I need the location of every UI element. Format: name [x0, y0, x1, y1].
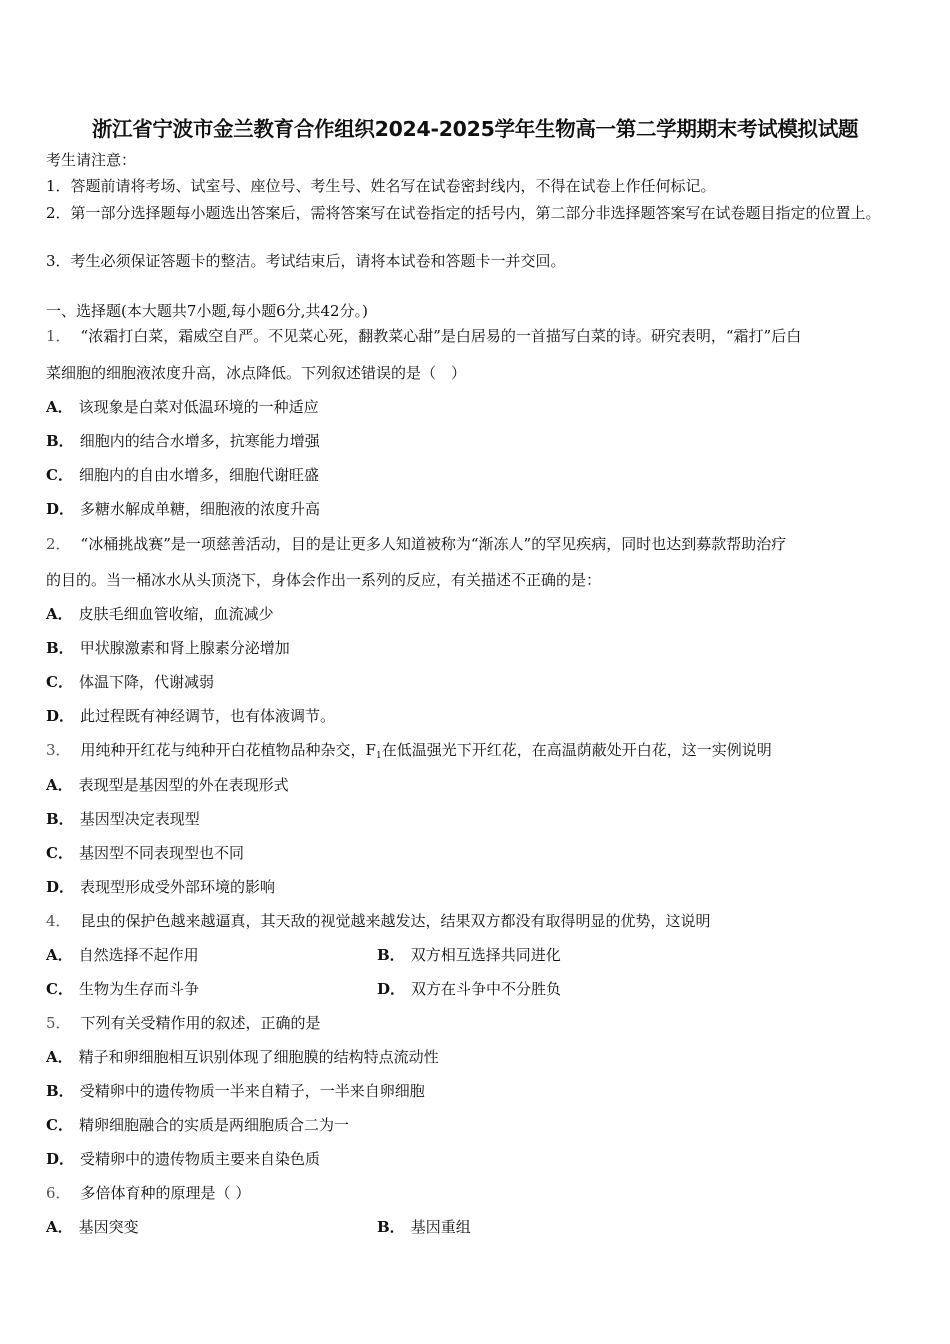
q4-option-c: C． 生物为生存而斗争	[46, 980, 199, 998]
notice-item-3: 3．考生必须保证答题卡的整洁。考试结束后，请将本试卷和答题卡一并交回。	[46, 252, 566, 270]
question-number: 1．	[46, 327, 71, 345]
q5-option-d: D． 受精卵中的遗传物质主要来自染色质	[46, 1150, 321, 1168]
question-number: 6．	[46, 1184, 71, 1202]
q3-option-a: A． 表现型是基因型的外在表现形式	[46, 776, 289, 794]
q6-option-b: B． 基因重组	[377, 1218, 471, 1236]
q2-option-b: B． 甲状腺激素和肾上腺素分泌增加	[46, 639, 290, 657]
q6-option-a: A． 基因突变	[46, 1218, 139, 1236]
question-6-stem: 6． 多倍体育种的原理是（ ）	[46, 1184, 251, 1202]
section-heading: 一、选择题(本大题共7小题,每小题6分,共42分。)	[46, 302, 368, 320]
notice-item-1: 1．答题前请将考场、试室号、座位号、考生号、姓名写在试卷密封线内，不得在试卷上作任何标记。	[46, 177, 716, 195]
exam-title: 浙江省宁波市金兰教育合作组织2024-2025学年生物高一第二学期期末考试模拟试题	[91, 117, 859, 141]
q1-option-b: B． 细胞内的结合水增多，抗寒能力增强	[46, 432, 320, 450]
question-1-stem-cont: 菜细胞的细胞液浓度升高，冰点降低。下列叙述错误的是（ ）	[46, 364, 467, 382]
q4-options-row-2	[46, 979, 906, 999]
question-1-stem: 1． “浓霜打白菜，霜威空自严。不见菜心死，翻教菜心甜”是白居易的一首描写白菜的诗。研究表明，“霜打”后白	[46, 327, 802, 345]
question-number: 2．	[46, 535, 71, 553]
q5-option-b: B． 受精卵中的遗传物质一半来自精子，一半来自卵细胞	[46, 1082, 425, 1100]
q1-option-d: D． 多糖水解成单糖，细胞液的浓度升高	[46, 500, 321, 518]
q4-option-a: A． 自然选择不起作用	[46, 946, 199, 964]
q6-options-row-1	[46, 1217, 906, 1237]
question-number: 3．	[46, 741, 71, 759]
q2-option-d: D． 此过程既有神经调节，也有体液调节。	[46, 707, 336, 725]
notice-item-2: 2．第一部分选择题每小题选出答案后，需将答案写在试卷指定的括号内，第二部分非选择题答案写在试卷题目指定的位置上。	[46, 204, 881, 222]
q4-options-row-1	[46, 945, 906, 965]
q3-option-b: B． 基因型决定表现型	[46, 810, 200, 828]
q3-option-d: D． 表现型形成受外部环境的影响	[46, 878, 276, 896]
q4-option-d: D． 双方在斗争中不分胜负	[377, 980, 562, 998]
q5-option-c: C． 精卵细胞融合的实质是两细胞质合二为一	[46, 1116, 349, 1134]
question-2-stem: 2． “冰桶挑战赛”是一项慈善活动，目的是让更多人知道被称为“渐冻人”的罕见疾病，同时也达到募款帮助治疗	[46, 535, 787, 553]
q4-option-b: B． 双方相互选择共同进化	[377, 946, 561, 964]
question-4-stem: 4． 昆虫的保护色越来越逼真，其天敌的视觉越来越发达，结果双方都没有取得明显的优势，这说明	[46, 912, 711, 930]
question-number: 5．	[46, 1014, 71, 1032]
q1-option-a: A． 该现象是白菜对低温环境的一种适应	[46, 398, 319, 416]
question-3-stem: 3． 用纯种开红花与纯种开白花植物品种杂交，$F_1$在低温强光下开红花，在高温荫蔽处开白花，这一实例说明	[46, 741, 772, 761]
notice-heading: 考生请注意：	[46, 151, 137, 169]
q2-option-c: C． 体温下降，代谢减弱	[46, 673, 214, 691]
question-number: 4．	[46, 912, 71, 930]
q3-option-c: C． 基因型不同表现型也不同	[46, 844, 244, 862]
question-2-stem-cont: 的目的。当一桶冰水从头顶浇下，身体会作出一系列的反应，有关描述不正确的是：	[46, 571, 602, 589]
q2-option-a: A． 皮肤毛细血管收缩，血流减少	[46, 605, 274, 623]
question-5-stem: 5． 下列有关受精作用的叙述，正确的是	[46, 1014, 321, 1032]
q5-option-a: A． 精子和卵细胞相互识别体现了细胞膜的结构特点流动性	[46, 1048, 439, 1066]
q1-option-c: C． 细胞内的自由水增多，细胞代谢旺盛	[46, 466, 319, 484]
